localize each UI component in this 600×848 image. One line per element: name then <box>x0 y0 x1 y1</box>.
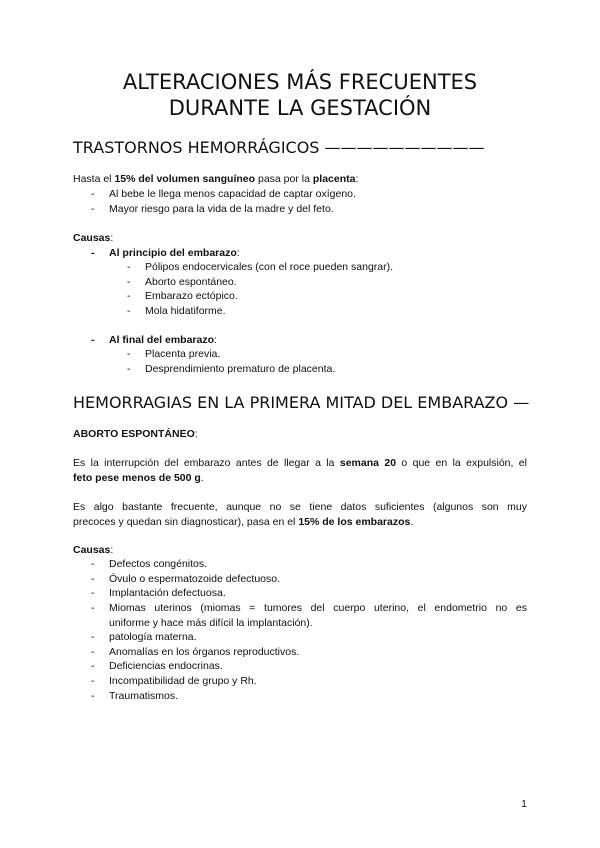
bullet-dash: - <box>91 602 95 614</box>
list-item: Pólipos endocervicales (con el roce pueden sangrar). <box>145 261 394 273</box>
bullet-dash: - <box>91 646 95 658</box>
bullet-dash: - <box>91 247 95 259</box>
intro-line: Hasta el 15% del volumen sanguíneo pasa por la placenta: <box>73 173 359 185</box>
late-pregnancy-label: Al final del embarazo: <box>109 334 217 346</box>
list-item: Mayor riesgo para la vida de la madre y del feto. <box>109 203 334 215</box>
list-item: Al bebe le llega menos capacidad de captar oxígeno. <box>109 188 356 200</box>
list-item: Traumatismos. <box>109 690 179 702</box>
section-heading-trastornos: TRASTORNOS HEMORRÁGICOS —————————— <box>73 138 485 157</box>
list-item: patología materna. <box>109 631 197 643</box>
bullet-dash: - <box>91 334 95 346</box>
bullet-dash: - <box>91 558 95 570</box>
list-item: Embarazo ectópico. <box>145 290 238 302</box>
list-item: Mola hidatiforme. <box>145 305 226 317</box>
aborto-subheading: ABORTO ESPONTÁNEO: <box>73 428 198 440</box>
bullet-dash: - <box>91 660 95 672</box>
bullet-dash: - <box>91 573 95 585</box>
list-item: Implantación defectuosa. <box>109 587 226 599</box>
bullet-dash: - <box>91 675 95 687</box>
bullet-dash: - <box>127 261 131 273</box>
bullet-dash: - <box>127 276 131 288</box>
page-number: 1 <box>521 798 527 810</box>
bullet-dash: - <box>127 348 131 360</box>
list-item: Placenta previa. <box>145 348 221 360</box>
causes-label: Causas: <box>73 232 114 244</box>
early-pregnancy-label: Al principio del embarazo: <box>109 247 240 259</box>
list-item: Anomalías en los órganos reproductivos. <box>109 646 300 658</box>
causes-label: Causas: <box>73 544 114 556</box>
list-item: Defectos congénitos. <box>109 558 208 570</box>
section-heading-hemorragias: HEMORRAGIAS EN LA PRIMERA MITAD DEL EMBARAZO — <box>73 393 530 412</box>
bullet-dash: - <box>127 363 131 375</box>
bullet-dash: - <box>91 631 95 643</box>
list-item: Óvulo o espermatozoide defectuoso. <box>109 573 281 585</box>
bullet-dash: - <box>91 690 95 702</box>
bullet-dash: - <box>127 305 131 317</box>
paragraph-frequency: Es algo bastante frecuente, aunque no se tiene datos suficientes (algunos son muy precoces y quedan sin diagnosticar), pasa en el 15% de los embarazos. <box>73 501 527 528</box>
list-item: Aborto espontáneo. <box>145 276 237 288</box>
paragraph-definition: Es la interrupción del embarazo antes de llegar a la semana 20 o que en la expulsión, el feto pese menos de 500 g. <box>73 457 527 484</box>
bullet-dash: - <box>91 188 95 200</box>
document-title-line-1: ALTERACIONES MÁS FRECUENTES <box>122 70 478 94</box>
document-title-line-2: DURANTE LA GESTACIÓN <box>168 96 432 120</box>
bullet-dash: - <box>91 587 95 599</box>
list-item: Incompatibilidad de grupo y Rh. <box>109 675 257 687</box>
list-item: Desprendimiento prematuro de placenta. <box>145 363 336 375</box>
list-item-miomas: Miomas uterinos (miomas = tumores del cuerpo uterino, el endometrio no es uniforme y hace más difícil la implantación). <box>109 602 527 629</box>
bullet-dash: - <box>127 290 131 302</box>
bullet-dash: - <box>91 203 95 215</box>
list-item: Deficiencias endocrinas. <box>109 660 223 672</box>
